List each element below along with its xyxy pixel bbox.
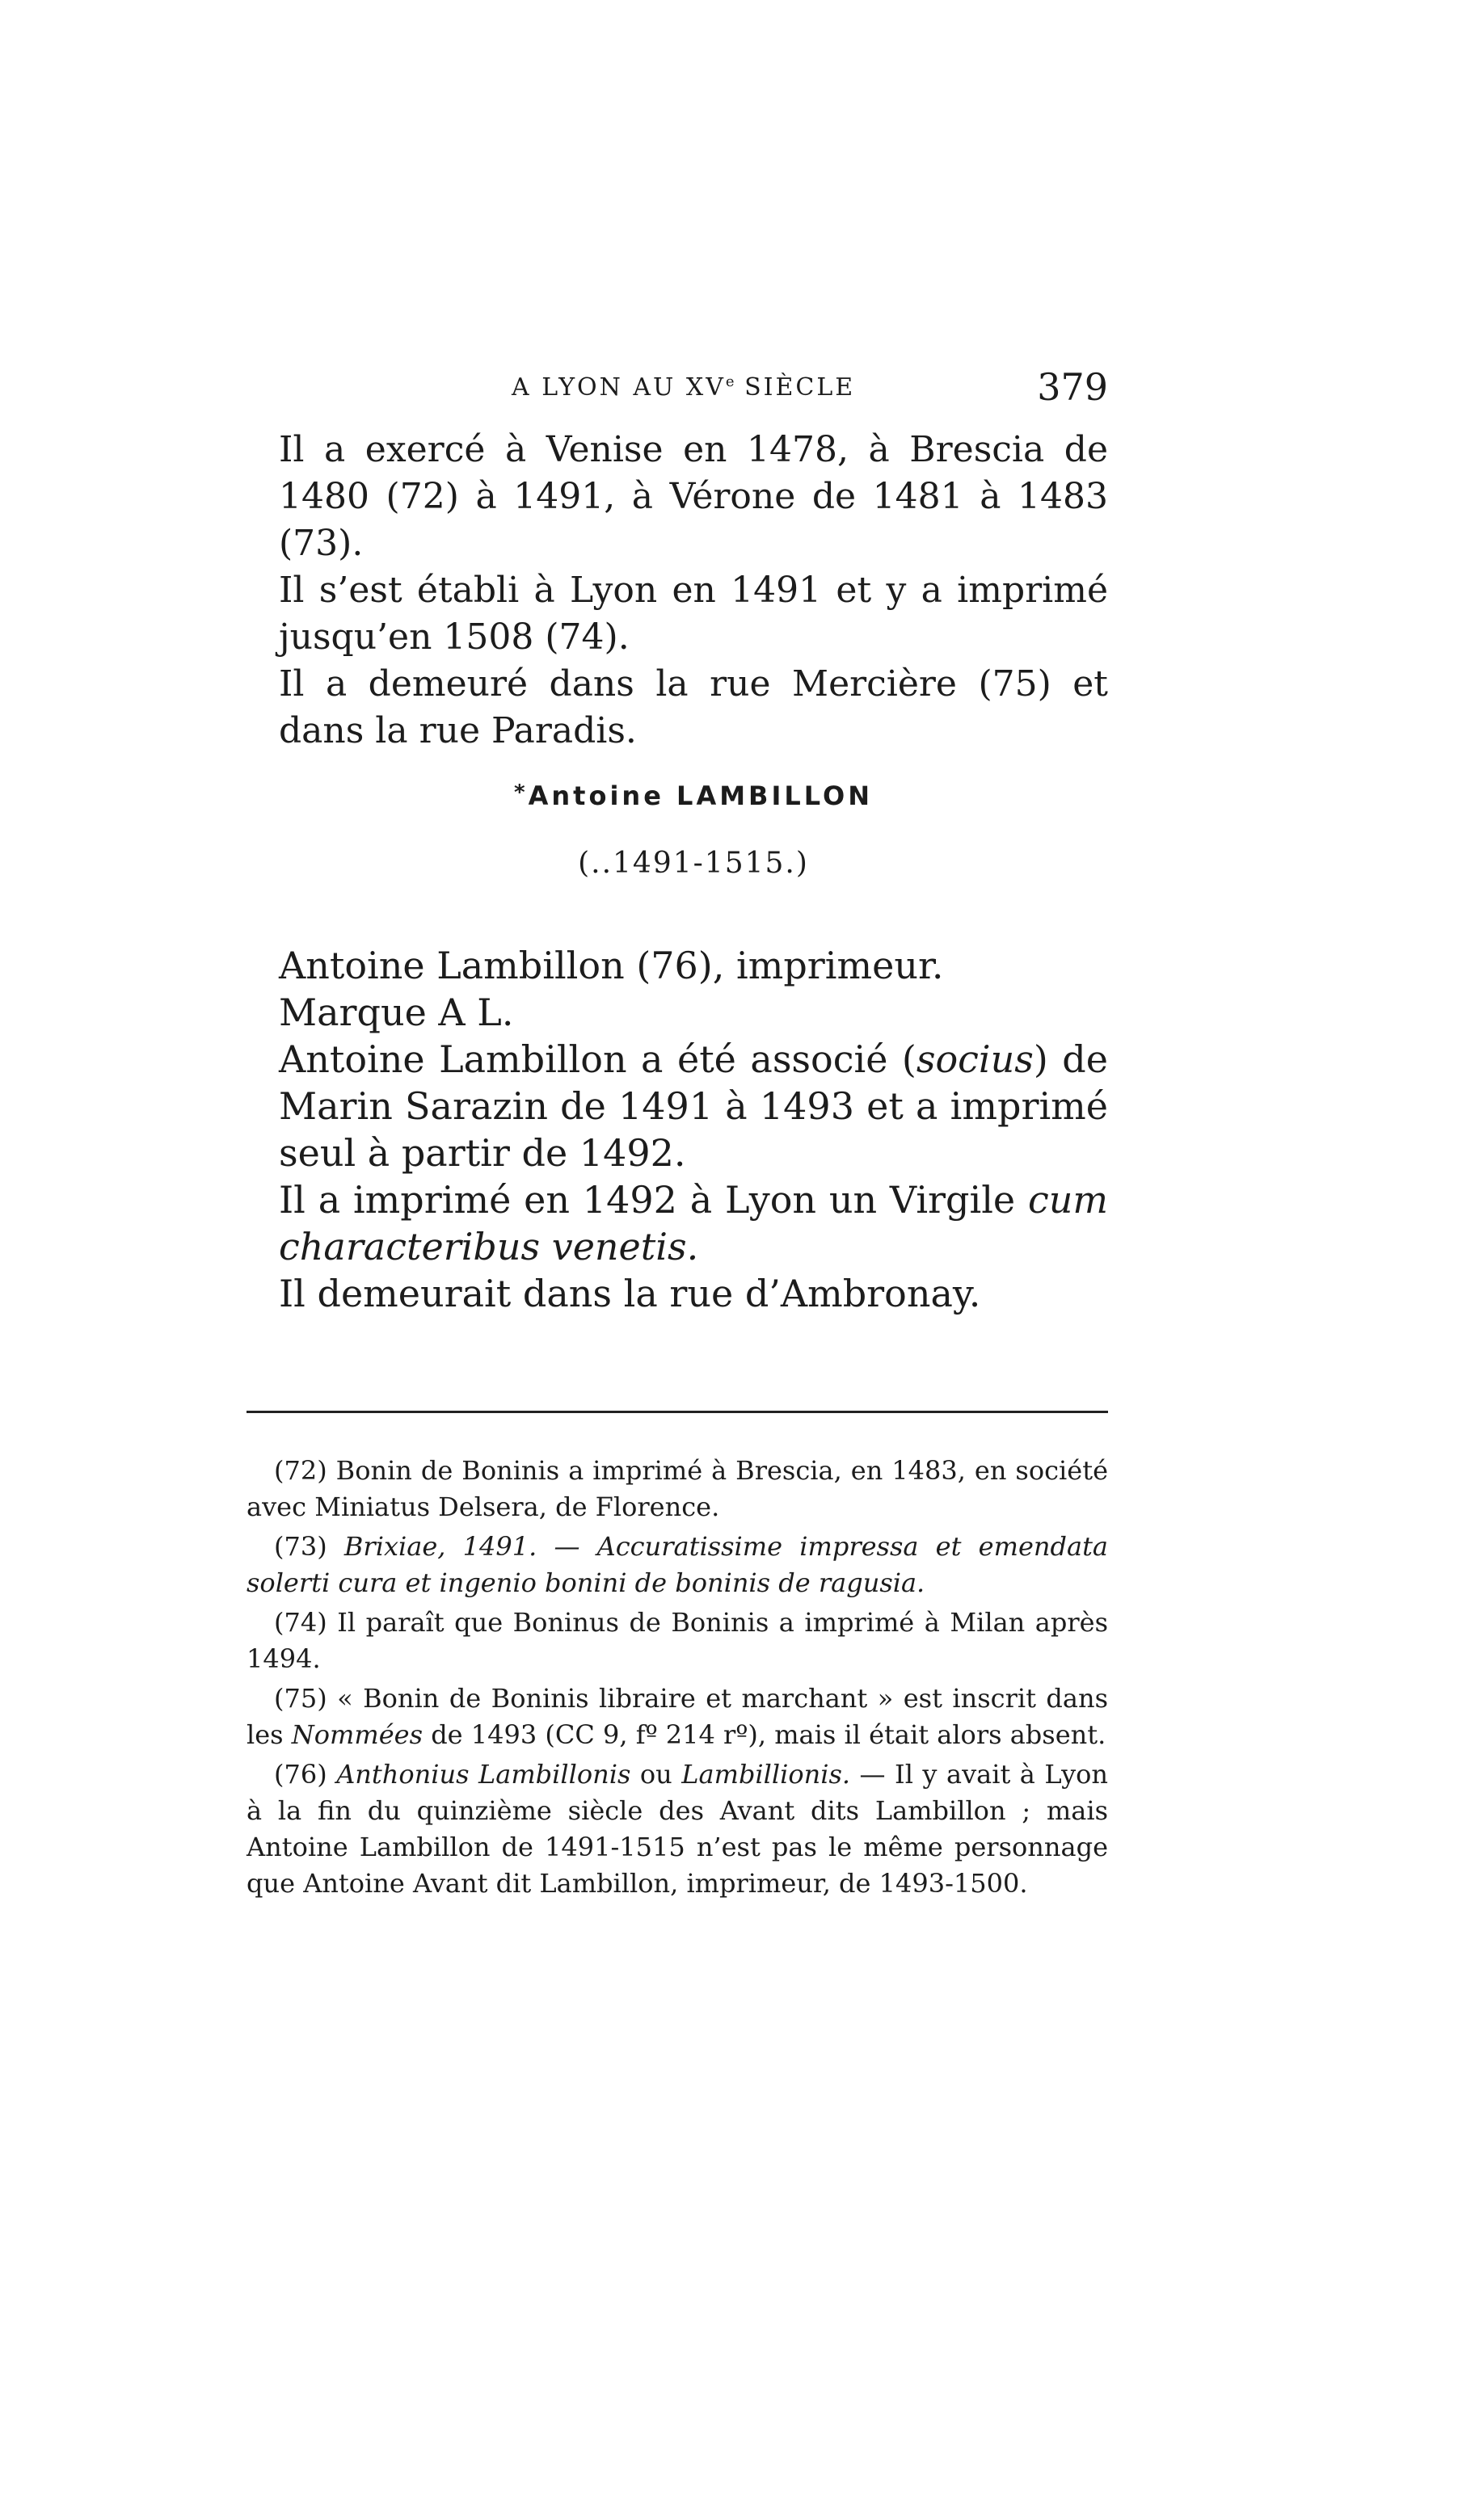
running-head-sup: e — [725, 373, 735, 390]
paragraph — [279, 1176, 1108, 1270]
body-text-entry — [279, 942, 1108, 1317]
running-head-main: A LYON AU XV — [512, 373, 726, 402]
asterisk-mark: * — [514, 780, 529, 805]
italic-run: cum characteribus venetis. — [279, 1178, 1108, 1268]
text-run: de 1493 (CC 9, fº 214 rº), mais il était alors absent. — [423, 1719, 1106, 1750]
italic-run: Lambillionis. — [681, 1759, 851, 1790]
italic-run: Brixiae, 1491. — Accuratissime impressa et emendata solerti cura et ingenio bonini de boninis de ragusia. — [247, 1531, 1109, 1598]
footnote-rule — [247, 1411, 1108, 1413]
text-run: Il a imprimé en 1492 à Lyon un Virgile — [279, 1178, 1028, 1222]
text-run: ) de Marin Sarazin de 1491 à 1493 et a imprimé seul à partir de 1492. — [279, 1037, 1108, 1175]
paragraph — [279, 1036, 1108, 1176]
italic-run: Anthonius Lambillonis — [336, 1759, 631, 1790]
page-header — [279, 362, 1108, 419]
page-number: 379 — [1037, 365, 1108, 409]
paragraph: Antoine Lambillon (76), imprimeur. — [279, 944, 944, 987]
paragraph: Il demeurait dans la rue d’Ambronay. — [279, 1272, 981, 1315]
footnote-label: (76) — [274, 1759, 337, 1790]
footnote-label: (73) — [274, 1531, 344, 1562]
running-head-end: SIÈCLE — [734, 373, 856, 402]
italic-run: Nommées — [291, 1719, 423, 1750]
running-head — [512, 373, 855, 402]
entry-heading — [279, 780, 1108, 811]
footnote-73 — [247, 1529, 1108, 1601]
paragraph: Il a demeuré dans la rue Mercière (75) et dans la rue Paradis. — [279, 663, 1108, 751]
text-run: (75) « Bonin de Boninis libraire et marchant » est inscrit dans les — [247, 1683, 1108, 1750]
text-run: ou — [630, 1759, 682, 1790]
text-run: Antoine Lambillon a été associé ( — [279, 1037, 916, 1081]
footnote-75 — [247, 1681, 1108, 1753]
footnote-74: (74) Il paraît que Boninus de Boninis a imprimé à Milan après 1494. — [247, 1607, 1108, 1674]
footnotes — [247, 1453, 1108, 1905]
entry-name: Antoine LAMBILLON — [528, 780, 873, 811]
footnote-76 — [247, 1756, 1108, 1902]
body-text-top — [279, 427, 1108, 755]
entry-dates: (..1491-1515.) — [578, 847, 809, 880]
text-run: — Il y avait à Lyon à la fin du quinzième siècle des Avant dits Lambillon ; mais Antoine Lambillon de 1491-1515 n’est pas le même personnage que Antoine Avant dit Lambillon, imprimeur, de 1493-1500. — [247, 1759, 1109, 1899]
paragraph: Marque A L. — [279, 991, 514, 1034]
italic-run: socius — [916, 1037, 1034, 1081]
paragraph: Il s’est établi à Lyon en 1491 et y a imprimé jusqu’en 1508 (74). — [279, 570, 1108, 658]
paragraph: Il a exercé à Venise en 1478, à Brescia de 1480 (72) à 1491, à Vérone de 1481 à 1483 (73). — [279, 429, 1108, 564]
footnote-72: (72) Bonin de Boninis a imprimé à Brescia, en 1483, en société avec Miniatus Delsera, de Florence. — [247, 1455, 1108, 1522]
